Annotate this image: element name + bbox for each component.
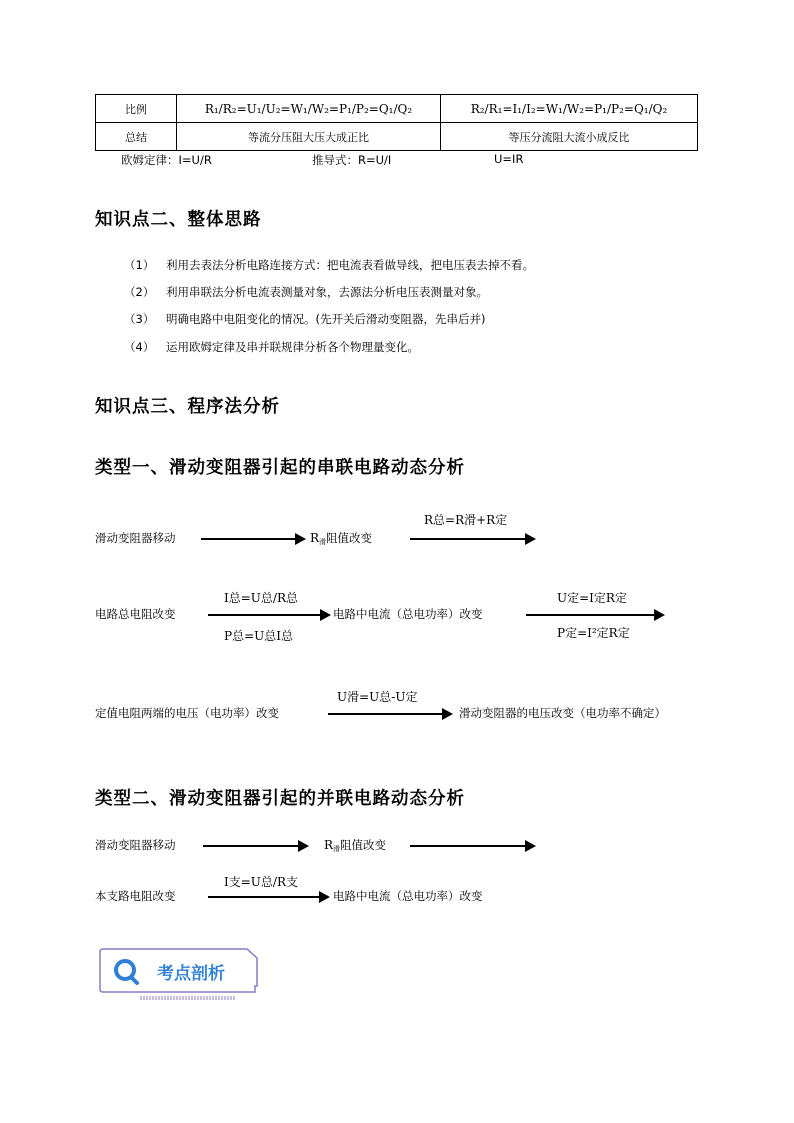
item-number: （2）: [124, 285, 155, 299]
item-number: （1）: [124, 258, 155, 272]
flow-step: $R_滑$阻值改变: [324, 838, 387, 853]
formula-u-slide: U滑=U总-U定: [337, 690, 418, 704]
item-text: 利用去表法分析电路连接方式：把电流表看做导线，把电压表去掉不看。: [166, 258, 534, 272]
section-title: 知识点三、程序法分析: [95, 397, 280, 417]
row-label: 总结: [96, 123, 177, 151]
flow-step: 本支路电阻改变: [95, 889, 176, 903]
flow-step: 电路中电流（总电功率）改变: [333, 607, 483, 621]
flow-step: 滑动变阻器的电压改变（电功率不确定）: [459, 706, 666, 720]
flow-step: 定值电阻两端的电压（电功率）改变: [95, 706, 279, 720]
type1-title: 类型一、滑动变阻器引起的串联电路动态分析: [95, 458, 465, 478]
ohm-law: 欧姆定律：I=U/R: [121, 153, 212, 167]
ohm-derived: 推导式：R=U/I: [312, 153, 392, 167]
series-ratio: R₁/R₂=U₁/U₂=W₁/W₂=P₁/P₂=Q₁/Q₂: [177, 95, 441, 123]
flow-step: 滑动变阻器移动: [95, 838, 176, 852]
formula-p-fixed: P定=I²定R定: [557, 626, 630, 640]
flow-step: 滑动变阻器移动: [95, 531, 176, 545]
formula-i: I总=U总/R总: [224, 591, 298, 605]
badge-label: 考点剖析: [157, 964, 225, 984]
row-label: 比例: [96, 95, 177, 123]
table-row: [96, 95, 698, 123]
item-number: （4）: [124, 340, 155, 354]
formula-i-branch: I支=U总/R支: [224, 875, 298, 889]
ohm-third: U=IR: [494, 152, 524, 166]
parallel-ratio: R₂/R₁=I₁/I₂=W₁/W₂=P₁/P₂=Q₁/Q₂: [441, 95, 698, 123]
flow-arrow: [328, 713, 451, 715]
type2-title: 类型二、滑动变阻器引起的并联电路动态分析: [95, 789, 465, 809]
flow-arrow: [201, 538, 304, 540]
flow-step: 电路中电流（总电功率）改变: [333, 889, 483, 903]
formula-p: P总=U总I总: [224, 629, 293, 643]
flow-arrow: [208, 896, 328, 898]
item-text: 利用串联法分析电流表测量对象，去源法分析电压表测量对象。: [166, 285, 488, 299]
flow-arrow: [208, 614, 329, 616]
item-number: （3）: [124, 312, 155, 326]
parallel-summary: 等压分流阻大流小成反比: [441, 123, 698, 151]
ratio-table: [95, 94, 698, 151]
formula-u-fixed: U定=I定R定: [557, 591, 627, 605]
flow-step: 电路总电阻改变: [95, 607, 176, 621]
flow-arrow: [203, 845, 307, 847]
item-text: 运用欧姆定律及串并联规律分析各个物理量变化。: [166, 340, 419, 354]
flow-arrow: [526, 614, 663, 616]
exam-analysis-badge: [97, 946, 261, 996]
flow-step: $R_滑$阻值改变: [310, 531, 373, 546]
flow-arrow: [410, 845, 534, 847]
flow-arrow: [410, 538, 534, 540]
section-title: 知识点二、整体思路: [95, 210, 262, 230]
item-text: 明确电路中电阻变化的情况。(先开关后滑动变阻器，先串后并): [166, 312, 486, 326]
table-row: [96, 123, 698, 151]
series-summary: 等流分压阻大压大成正比: [177, 123, 441, 151]
formula-r-total: R总=R滑+R定: [424, 513, 508, 527]
